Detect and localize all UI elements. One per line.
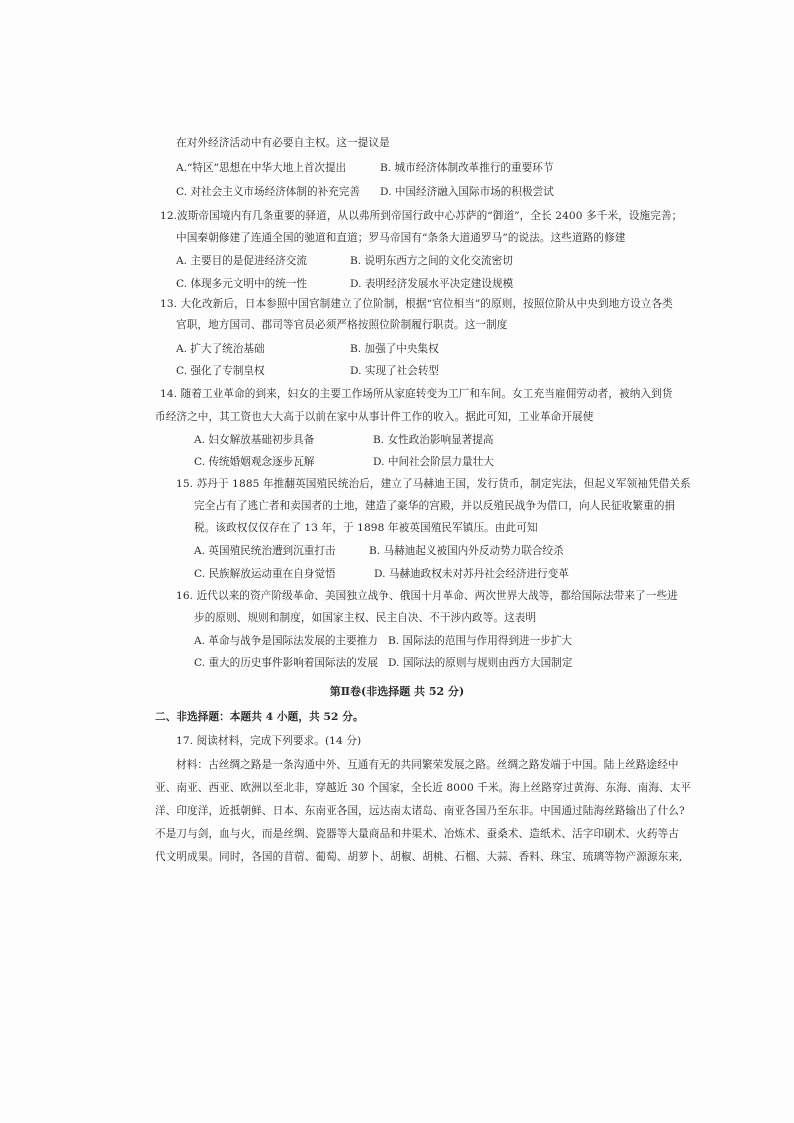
- q17-material-line5: 代文明成果。同时，各国的苜蓿、葡萄、胡萝卜、胡椒、胡桃、石榴、大蒜、香料、珠宝、琉璃等物产源源东来,: [155, 851, 683, 863]
- q15-option-d[interactable]: D. 马赫迪政权未对苏丹社会经济进行变革: [374, 568, 569, 580]
- q14-option-c[interactable]: C. 传统婚姻观念逐步瓦解: [194, 456, 315, 468]
- q15-stem-line1: 15. 苏丹于 1885 年推翻英国殖民统治后，建立了马赫迪王国，发行货币，制定宪法，但起义军领袖凭借关系: [176, 478, 691, 490]
- q13-option-d[interactable]: D. 实现了社会转型: [350, 365, 440, 377]
- q11-option-c[interactable]: C. 对社会主义市场经济体制的补充完善: [176, 186, 360, 198]
- q13-option-a[interactable]: A. 扩大了统治基础: [176, 343, 265, 355]
- q16-option-b[interactable]: B. 国际法的范围与作用得到进一步扩大: [388, 635, 573, 647]
- q16-option-c[interactable]: C. 重大的历史事件影响着国际法的发展: [194, 657, 378, 669]
- q12-stem-line1: 12.波斯帝国境内有几条重要的驿道，从以弗所到帝国行政中心苏萨的“御道”，全长 2400 多千米，设施完善；: [160, 210, 683, 222]
- q17-material-line2: 亚、南亚、西亚、欧洲以至北非，穿越近 30 个国家，全长近 8000 千米。海上丝路穿过黄海、东海、南海、太平: [155, 782, 692, 794]
- q14-stem-line2: 币经济之中，其工资也大大高于以前在家中从事计件工作的收入。据此可知，工业革命开展使: [155, 411, 594, 423]
- q11-option-a[interactable]: A.“特区”思想在中华大地上首次提出: [176, 162, 347, 174]
- q11-option-b[interactable]: B. 城市经济体制改革推行的重要环节: [380, 162, 554, 174]
- q16-stem-line2: 步的原则、规则和制度，如国家主权、民主自决、不干涉内政等。这表明: [194, 612, 537, 624]
- q13-stem-line2: 官职，地方国司、郡司等官员必须严格按照位阶制履行职责。这一制度: [176, 319, 508, 331]
- q17-material-line1: 材料：古丝绸之路是一条沟通中外、互通有无的共同繁荣发展之路。丝绸之路发端于中国。陆上丝路途经中: [176, 759, 679, 771]
- q17-material-line3: 洋、印度洋，近抵朝鲜、日本、东南亚各国，远达南太诸岛、南亚各国乃至东非。中国通过陆海丝路输出了什么?: [155, 805, 685, 817]
- q11-option-d[interactable]: D. 中国经济融入国际市场的积极尝试: [380, 186, 554, 198]
- q16-option-d[interactable]: D. 国际法的原则与规则由西方大国制定: [388, 657, 573, 669]
- q12-option-b[interactable]: B. 说明东西方之间的文化交流密切: [350, 255, 513, 267]
- q12-option-c[interactable]: C. 体现多元文明中的统一性: [176, 278, 307, 290]
- q11-stem-continuation: 在对外经济活动中有必要自主权。这一提议是: [176, 137, 390, 149]
- q17-material-line4: 不是刀与剑，血与火，而是丝绸、瓷器等大量商品和井渠术、冶炼术、蚕桑术、造纸术、活字印刷术、火药等古: [155, 828, 679, 840]
- q15-option-c[interactable]: C. 民族解放运动重在自身觉悟: [194, 568, 336, 580]
- q15-option-a[interactable]: A. 英国殖民统治遭到沉重打击: [194, 545, 336, 557]
- q13-option-c[interactable]: C. 强化了专制皇权: [176, 365, 265, 377]
- q15-stem-line3: 税。该政权仅仅存在了 13 年，于 1898 年被英国殖民军镇压。由此可知: [194, 522, 538, 534]
- q14-option-b[interactable]: B. 女性政治影响显著提高: [373, 434, 494, 446]
- q12-option-d[interactable]: D. 表明经济发展水平决定建设规模: [350, 278, 514, 290]
- q12-stem-line2: 中国秦朝修建了连通全国的驰道和直道；罗马帝国有“条条大道通罗马”的说法。这些道路的修建: [176, 232, 626, 244]
- q13-option-b[interactable]: B. 加强了中央集权: [350, 343, 439, 355]
- q12-option-a[interactable]: A. 主要目的是促进经济交流: [176, 255, 307, 267]
- q14-option-a[interactable]: A. 妇女解放基础初步具备: [194, 434, 315, 446]
- q15-stem-line2: 完全占有了逃亡者和卖国者的土地，建造了豪华的宫殿，并以反殖民战争为借口，向人民征收繁重的捐: [194, 500, 676, 512]
- q17-heading: 17. 阅读材料，完成下列要求。(14 分): [176, 735, 362, 747]
- q13-stem-line1: 13. 大化改新后，日本参照中国官制建立了位阶制，根据“官位相当”的原则，按照位阶从中央到地方设立各类: [160, 298, 673, 310]
- q14-option-d[interactable]: D. 中间社会阶层力量壮大: [373, 456, 494, 468]
- q16-stem-line1: 16. 近代以来的资产阶级革命、美国独立战争、俄国十月革命、两次世界大战等，都给国际法带来了一些进: [176, 590, 678, 602]
- q14-stem-line1: 14. 随着工业革命的到来，妇女的主要工作场所从家庭转变为工厂和车间。女工充当雇佣劳动者，被纳入到货: [160, 388, 673, 400]
- q16-option-a[interactable]: A. 革命与战争是国际法发展的主要推力: [194, 635, 378, 647]
- q15-option-b[interactable]: B. 马赫迪起义被国内外反动势力联合绞杀: [369, 545, 564, 557]
- section-title: 第Ⅱ卷(非选择题 共 52 分): [329, 685, 465, 698]
- part-heading: 二、非选择题：本题共 4 小题，共 52 分。: [155, 711, 364, 723]
